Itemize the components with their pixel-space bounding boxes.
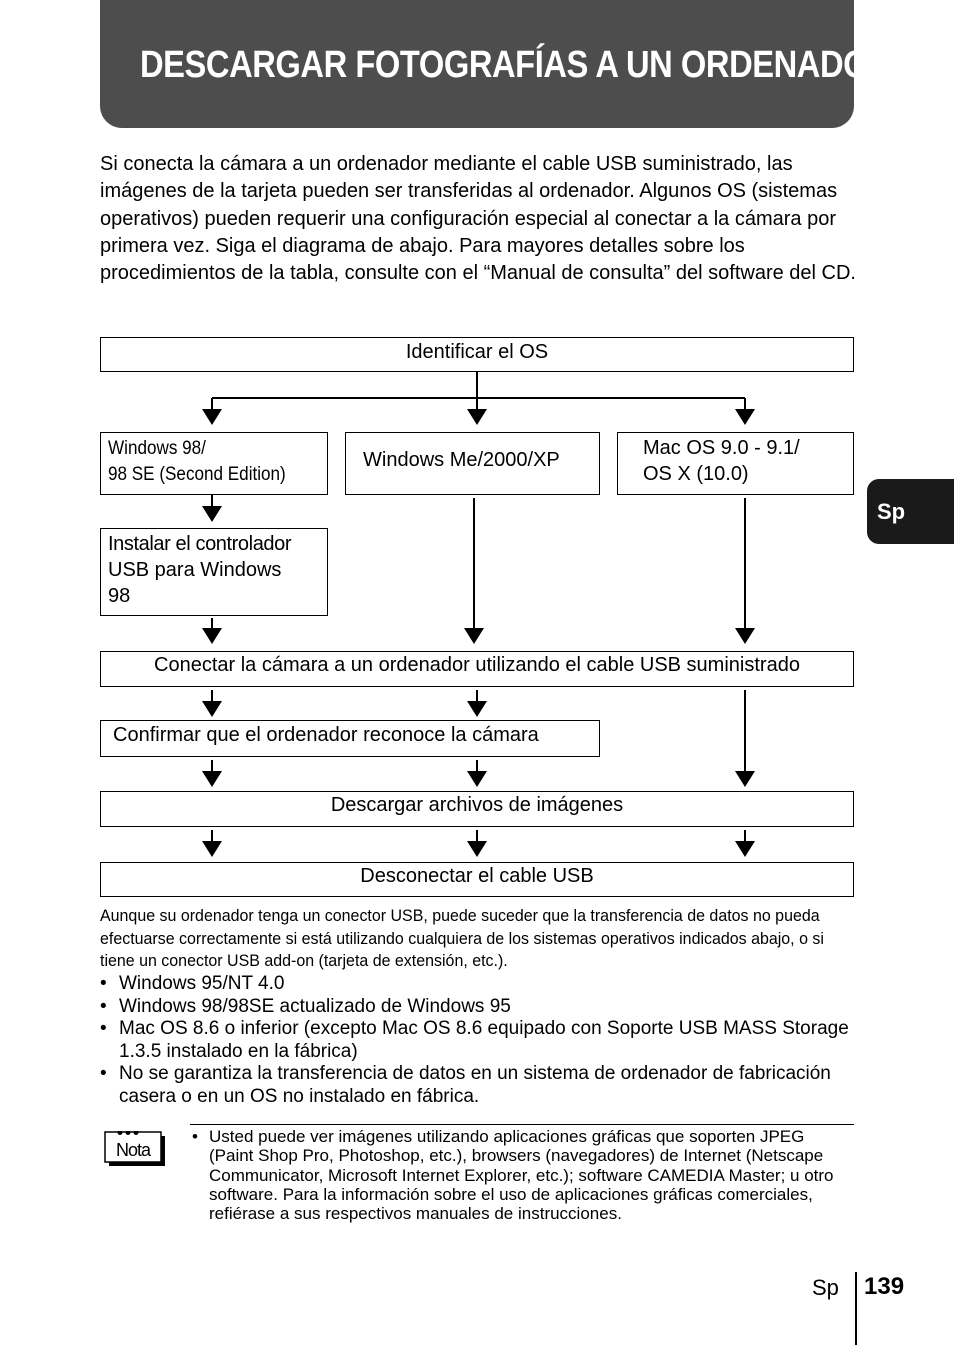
list-item: • Windows 98/98SE actualizado de Windows 95: [100, 996, 860, 1019]
flow-install-line2: USB para Windows: [108, 559, 282, 581]
note-divider: [190, 1124, 854, 1125]
footer-language: Sp: [812, 1275, 839, 1300]
flow-connect-label: Conectar la cámara a un ordenador utilizando el cable USB suministrado: [154, 654, 800, 676]
flow-install-line1: Instalar el controlador: [108, 533, 292, 555]
arrowhead-download-mid: [467, 771, 487, 787]
arrowhead-win98: [202, 409, 222, 425]
arrowhead-confirm-left: [202, 701, 222, 717]
arrowhead-download-left: [202, 771, 222, 787]
flow-box-connect: [100, 651, 854, 687]
flow-disconnect-label: Desconectar el cable USB: [360, 865, 594, 887]
flow-win98-line1: Windows 98/: [108, 438, 206, 459]
note-icon-label: Nota: [115, 1140, 151, 1160]
flow-box-win98: [100, 432, 328, 495]
flow-winme-label: Windows Me/2000/XP: [363, 449, 560, 471]
intro-paragraph: Si conecta la cámara a un ordenador mediante el cable USB suministrado, las imágenes de la tarjeta pueden ser transferidas al ordenador. Algunos OS (sistemas operativos) pueden requerir una configuración especial al conectar a la cámara por primera vez. Siga el diagrama de abajo. Para mayores detalles sobre los procedimientos de la tabla, consulte con el “Manual de consulta” del software del CD.: [100, 153, 856, 285]
page-title: DESCARGAR FOTOGRAFÍAS A UN ORDENADOR: [140, 44, 892, 86]
arrowhead-connect-right: [735, 628, 755, 644]
flow-mac-line1: Mac OS 9.0 - 9.1/: [643, 437, 800, 459]
arrowhead-winme: [467, 409, 487, 425]
arrowhead-disconnect-right: [735, 841, 755, 857]
flow-box-identify: [100, 337, 854, 372]
flow-install-line3: 98: [108, 585, 131, 607]
note-icon: [104, 1131, 166, 1167]
list-item: • No se garantiza la transferencia de datos en un sistema de ordenador de fabricación casera o en un OS no instalado en fábrica.: [100, 1063, 860, 1108]
footer-divider: [855, 1272, 857, 1345]
flow-download-label: Descargar archivos de imágenes: [330, 794, 624, 816]
list-item: • Mac OS 8.6 o inferior (excepto Mac OS 8.6 equipado con Soporte USB MASS Storage 1.3.5 instalado en la fábrica): [100, 1018, 860, 1063]
arrowhead-mac: [735, 409, 755, 425]
flow-box-mac: [617, 432, 854, 495]
unsupported-os-list: [100, 973, 860, 1108]
flow-box-confirm: [100, 720, 600, 757]
flow-box-winme: [345, 432, 600, 495]
arrowhead-connect-mid: [464, 628, 484, 644]
flow-box-install-driver: [100, 528, 328, 616]
note-text: • Usted puede ver imágenes utilizando aplicaciones gráficas que soporten JPEG (Paint Shop Pro, Photoshop, etc.), browsers (navegadores) de Internet (Netscape Communicator, Microsoft Internet Explorer, etc.); software CAMEDIA Master; u otro software. Para la información sobre el uso de aplicaciones gráficas comerciales, refiérase a sus respectivos manuales de instrucciones.: [190, 1127, 850, 1223]
flow-mac-line2: OS X (10.0): [643, 463, 749, 485]
arrowhead-install: [202, 506, 222, 522]
flow-win98-line2: 98 SE (Second Edition): [108, 464, 286, 485]
arrowhead-confirm-mid: [467, 701, 487, 717]
side-tab-label: Sp: [877, 499, 906, 524]
flow-confirm-label: Confirmar que el ordenador reconoce la cámara: [113, 724, 539, 746]
arrowhead-connect-left: [202, 628, 222, 644]
page-number: 139: [864, 1273, 905, 1300]
flow-box-disconnect: [100, 862, 854, 897]
arrowhead-disconnect-mid: [467, 841, 487, 857]
flow-box-download: [100, 791, 854, 827]
arrowhead-disconnect-left: [202, 841, 222, 857]
arrowhead-download-right: [735, 771, 755, 787]
list-item: • Windows 95/NT 4.0: [100, 973, 860, 996]
usb-warning-paragraph: Aunque su ordenador tenga un conector USB, puede suceder que la transferencia de datos no pueda efectuarse correctamente si está utilizando cualquiera de los sistemas operativos indicados abajo, o si tiene un conector USB add-on (tarjeta de extensión, etc.).: [100, 906, 824, 970]
flow-identify-label: Identificar el OS: [405, 341, 549, 363]
